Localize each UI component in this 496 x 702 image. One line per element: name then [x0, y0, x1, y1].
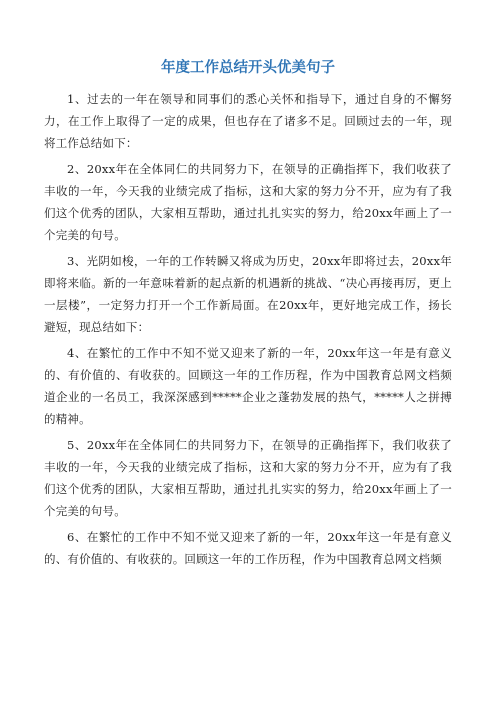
- paragraph-1: 1、过去的一年在领导和同事们的悉心关怀和指导下，通过自身的不懈努力，在工作上取得了一定的成果，但也存在了诸多不足。回顾过去的一年，现将工作总结如下：: [44, 92, 452, 150]
- document-title: 年度工作总结开头优美句子: [161, 60, 335, 76]
- paragraph-4: 4、在繁忙的工作中不知不觉又迎来了新的一年，20xx年这一年是有意义的、有价值的、有收获的。回顾这一年的工作历程，作为中国教育总网文档频道企业的一名员工，我深深感到*****企业之蓬勃发展的热气，*****人之拼搏的精神。: [44, 346, 452, 426]
- paragraph-3: 3、光阴如梭，一年的工作转瞬又将成为历史，20xx年即将过去，20xx年即将来临。新的一年意味着新的起点新的机遇新的挑战、“决心再接再厉，更上一层楼”，一定努力打开一个工作新局面。在20xx年，更好地完成工作，扬长避短，现总结如下：: [44, 254, 452, 334]
- paragraph-2: 2、20xx年在全体同仁的共同努力下，在领导的正确指挥下，我们收获了丰收的一年，今天我的业绩完成了指标，这和大家的努力分不开，应为有了我们这个优秀的团队，大家相互帮助，通过扎扎实实的努力，给20xx年画上了一个完美的句号。: [44, 162, 452, 242]
- paragraph-5: 5、20xx年在全体同仁的共同努力下，在领导的正确指挥下，我们收获了丰收的一年，今天我的业绩完成了指标，这和大家的努力分不开，应为有了我们这个优秀的团队，大家相互帮助，通过扎扎实实的努力，给20xx年画上了一个完美的句号。: [44, 438, 452, 518]
- paragraph-6: 6、在繁忙的工作中不知不觉又迎来了新的一年，20xx年这一年是有意义的、有价值的、有收获的。回顾这一年的工作历程，作为中国教育总网文档频: [44, 530, 452, 566]
